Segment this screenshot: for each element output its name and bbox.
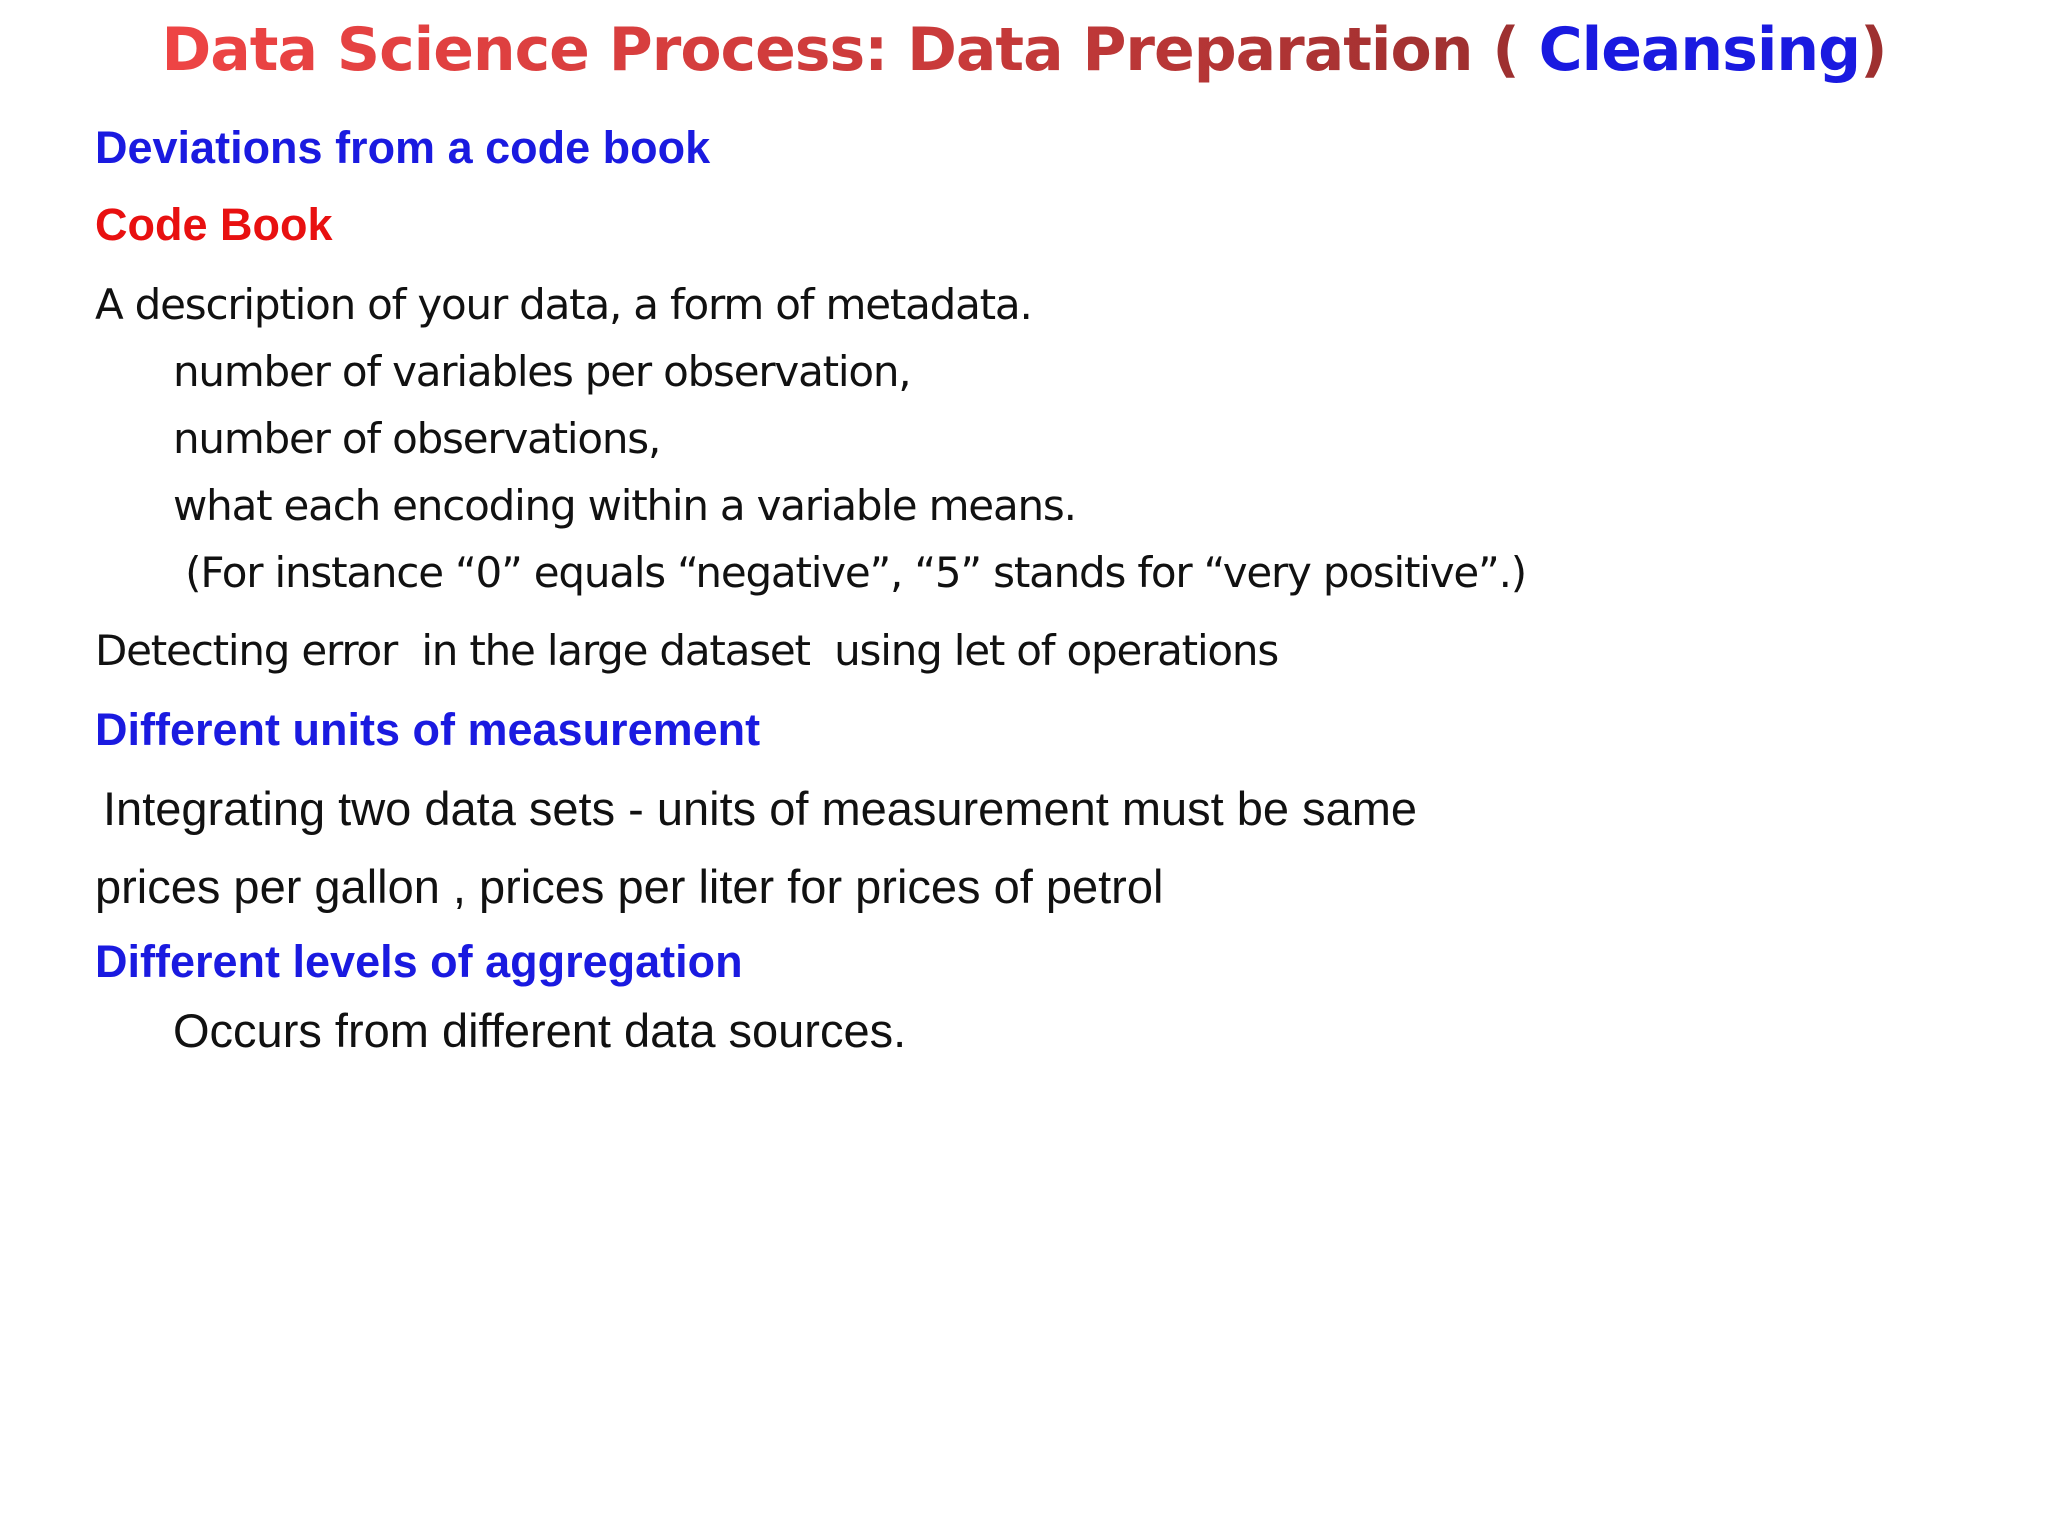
code-book-heading: Code Book	[95, 199, 333, 250]
slide-title-close-paren: )	[1860, 15, 1887, 85]
deviations-heading: Deviations from a code book	[95, 122, 711, 173]
aggregation-text: Occurs from different data sources.	[173, 1004, 907, 1057]
units-example-text: prices per gallon , prices per liter for prices of petrol	[95, 860, 1164, 913]
code-book-item: number of variables per observation,	[173, 347, 911, 396]
slide-title-accent: Cleansing	[1538, 15, 1861, 85]
units-heading: Different units of measurement	[95, 704, 761, 755]
aggregation-heading: Different levels of aggregation	[95, 936, 743, 987]
code-book-item: number of observations,	[173, 414, 661, 463]
detecting-error-text: Detecting error in the large dataset using let of operations	[95, 626, 1279, 675]
code-book-item: what each encoding within a variable means.	[173, 481, 1076, 530]
units-text: Integrating two data sets - units of measurement must be same	[103, 782, 1418, 835]
slide-title	[0, 6, 2048, 94]
code-book-example: (For instance “0” equals “negative”, “5” stands for “very positive”.)	[173, 548, 1526, 597]
slide-title-main: Data Science Process: Data Preparation	[161, 15, 1493, 85]
code-book-description: A description of your data, a form of metadata.	[95, 280, 1032, 329]
slide-title-open-paren: (	[1492, 15, 1539, 85]
